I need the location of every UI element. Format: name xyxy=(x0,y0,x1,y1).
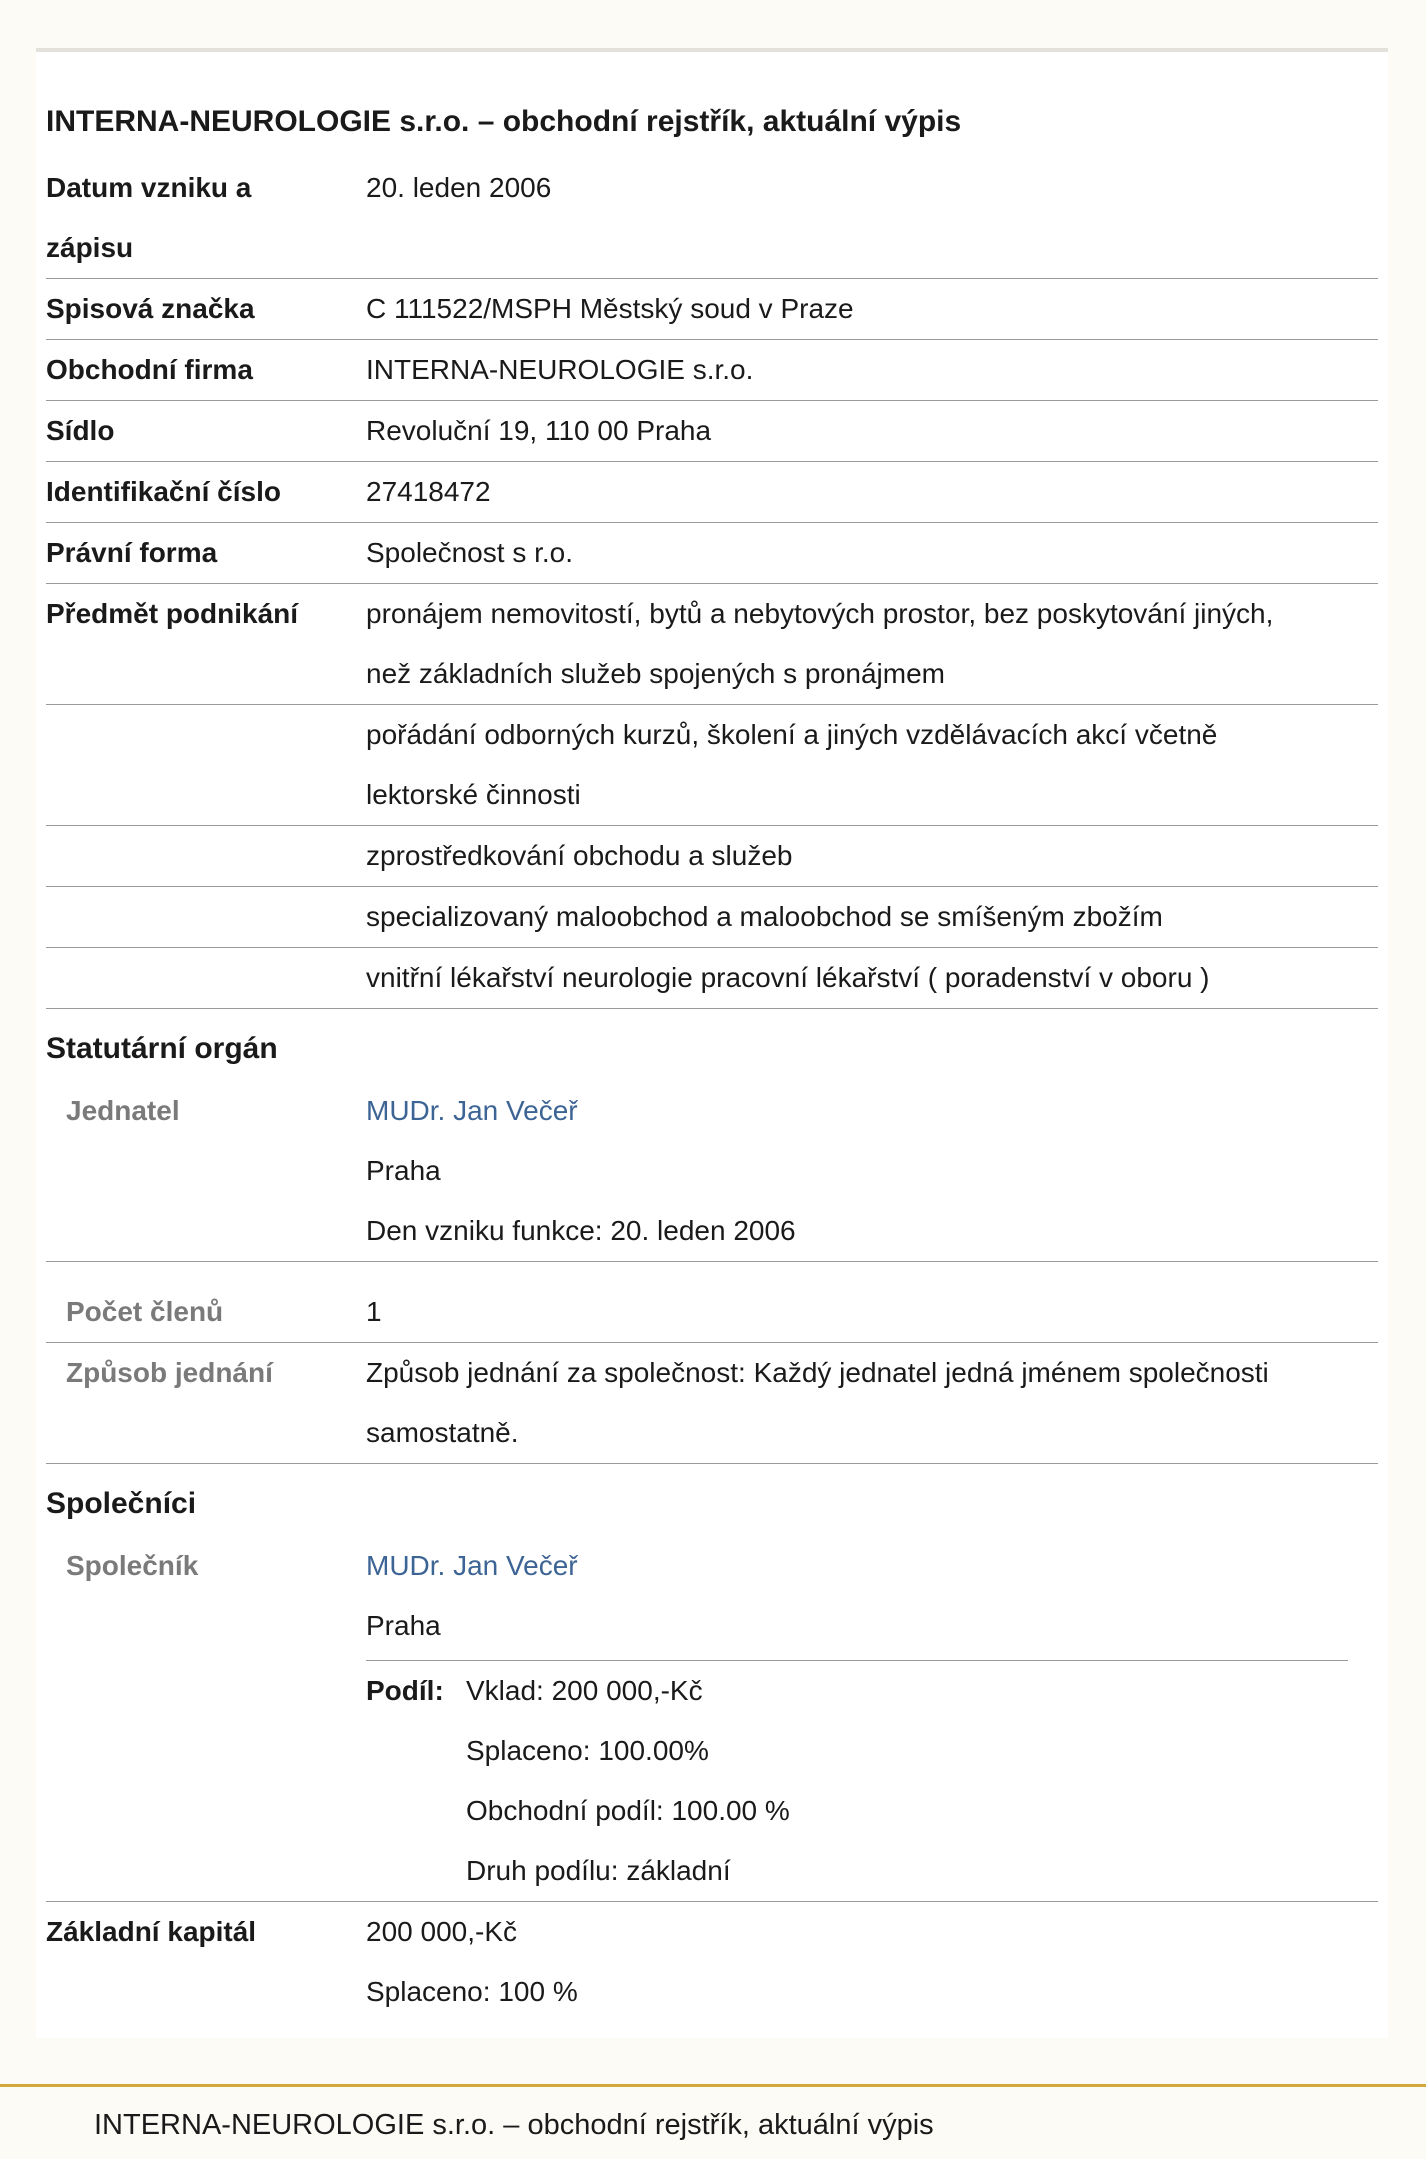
podil-druh: Druh podílu: základní xyxy=(466,1855,731,1886)
register-table xyxy=(46,158,1378,2022)
jednatel-city: Praha xyxy=(366,1155,441,1186)
jednatel-label: Jednatel xyxy=(66,1095,180,1126)
zpusob-line1: Způsob jednání za společnost: Každý jednatel jedná jménem společnosti xyxy=(366,1357,1269,1388)
firma-label: Obchodní firma xyxy=(46,354,253,385)
row-zakladni-kapital xyxy=(46,1902,1378,2022)
row-predmet-3 xyxy=(46,826,1378,887)
page-footer xyxy=(0,2084,1426,2159)
predmet-item-4: specializovaný maloobchod a maloobchod se smíšeným zbožím xyxy=(366,901,1163,932)
jednatel-vznik: Den vzniku funkce: 20. leden 2006 xyxy=(366,1215,796,1246)
row-predmet-5 xyxy=(46,948,1378,1009)
kapital-value: 200 000,-Kč xyxy=(366,1916,517,1947)
page-title: INTERNA-NEUROLOGIE s.r.o. – obchodní rejstřík, aktuální výpis xyxy=(46,105,962,138)
row-zpusob-jednani xyxy=(46,1343,1378,1464)
spolecnik-label: Společník xyxy=(66,1550,199,1581)
row-pocet-clenu xyxy=(46,1262,1378,1343)
predmet-item-2-line2: lektorské činnosti xyxy=(366,779,581,810)
kapital-label: Základní kapitál xyxy=(46,1916,257,1947)
spisova-label: Spisová značka xyxy=(46,293,255,324)
row-sidlo xyxy=(46,401,1378,462)
datum-value: 20. leden 2006 xyxy=(366,172,552,203)
spolecnici-heading: Společníci xyxy=(46,1487,197,1520)
statutarni-heading: Statutární orgán xyxy=(46,1032,278,1065)
forma-label: Právní forma xyxy=(46,537,218,568)
firma-value: INTERNA-NEUROLOGIE s.r.o. xyxy=(366,354,754,385)
podil-splaceno: Splaceno: 100.00% xyxy=(466,1735,709,1766)
sidlo-value: Revoluční 19, 110 00 Praha xyxy=(366,415,712,446)
predmet-item-5: vnitřní lékařství neurologie pracovní lékařství ( poradenství v oboru ) xyxy=(366,962,1210,993)
forma-value: Společnost s r.o. xyxy=(366,537,574,568)
row-predmet-4 xyxy=(46,887,1378,948)
row-spisova-znacka xyxy=(46,279,1378,340)
ico-label: Identifikační číslo xyxy=(46,476,281,507)
podil-obchodni: Obchodní podíl: 100.00 % xyxy=(466,1795,790,1826)
row-obchodni-firma xyxy=(46,340,1378,401)
zpusob-line2: samostatně. xyxy=(366,1417,519,1448)
row-jednatel xyxy=(46,1081,1378,1262)
row-spolecnik xyxy=(46,1536,1378,1902)
predmet-item-3: zprostředkování obchodu a služeb xyxy=(366,840,793,871)
register-card xyxy=(36,48,1388,2038)
podil-label: Podíl: xyxy=(366,1675,444,1706)
spisova-value: C 111522/MSPH Městský soud v Praze xyxy=(366,293,854,324)
kapital-splaceno: Splaceno: 100 % xyxy=(366,1976,578,2007)
pocet-label: Počet členů xyxy=(66,1296,224,1327)
predmet-item-1-line1: pronájem nemovitostí, bytů a nebytových prostor, bez poskytování jiných, xyxy=(366,598,1274,629)
row-predmet-1 xyxy=(46,584,1378,705)
podil-vklad: Vklad: 200 000,-Kč xyxy=(466,1675,703,1706)
predmet-item-2-line1: pořádání odborných kurzů, školení a jiných vzdělávacích akcí včetně xyxy=(366,719,1218,750)
row-datum-vzniku xyxy=(46,158,1378,279)
row-predmet-2 xyxy=(46,705,1378,826)
jednatel-name-link[interactable]: MUDr. Jan Večeř xyxy=(366,1095,578,1126)
pocet-value: 1 xyxy=(366,1296,382,1327)
podil-block xyxy=(366,1660,1348,1901)
row-ico xyxy=(46,462,1378,523)
zpusob-label: Způsob jednání xyxy=(66,1357,273,1388)
row-pravni-forma xyxy=(46,523,1378,584)
spolecnik-name-link[interactable]: MUDr. Jan Večeř xyxy=(366,1550,578,1581)
predmet-label: Předmět podnikání xyxy=(46,598,299,629)
spolecnik-city: Praha xyxy=(366,1610,441,1641)
predmet-item-1-line2: než základních služeb spojených s pronájmem xyxy=(366,658,945,689)
datum-label-line1: Datum vzniku a xyxy=(46,172,252,203)
datum-label-line2: zápisu xyxy=(46,232,134,263)
sidlo-label: Sídlo xyxy=(46,415,115,446)
ico-value: 27418472 xyxy=(366,476,491,507)
footer-title: INTERNA-NEUROLOGIE s.r.o. – obchodní rejstřík, aktuální výpis xyxy=(94,2109,934,2141)
